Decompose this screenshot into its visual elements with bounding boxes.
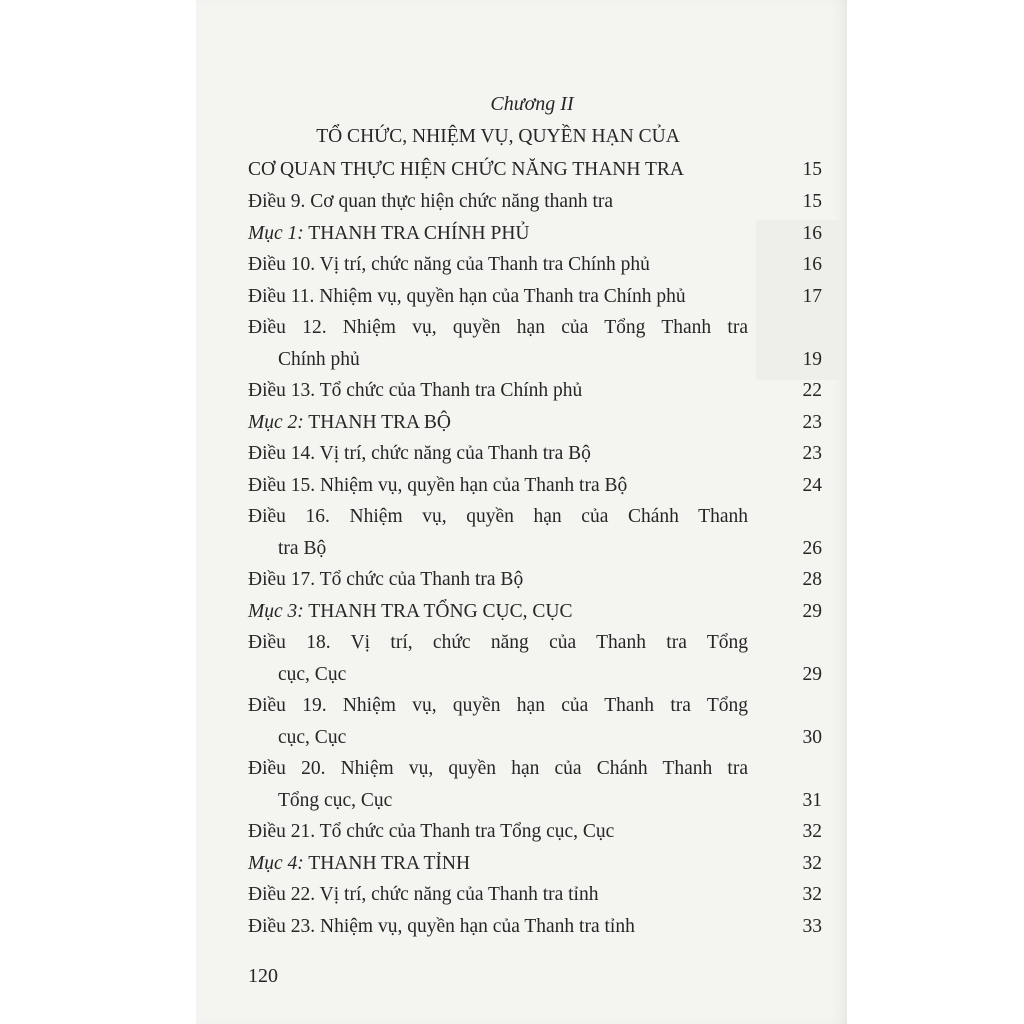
toc-entry-title <box>248 407 451 438</box>
page-number: 22 <box>802 380 822 401</box>
page-number: 29 <box>802 601 822 622</box>
toc-entry-title-continued: Tổng cục, Cục <box>278 790 393 811</box>
toc-entry-title <box>248 596 573 627</box>
toc-entry <box>248 564 822 595</box>
toc-entry-title: Điều 18. Vị trí, chức năng của Thanh tra Tổng <box>248 632 748 653</box>
toc-entry <box>248 848 822 879</box>
toc-entry-title: Điều 9. Cơ quan thực hiện chức năng thanh tra <box>248 191 614 212</box>
toc-entry-continuation <box>248 344 822 375</box>
page-number: 16 <box>802 223 822 244</box>
section-label: Mục 1: <box>248 223 304 244</box>
toc-entry-title: Điều 23. Nhiệm vụ, quyền hạn của Thanh tra tỉnh <box>248 916 635 937</box>
page-number: 16 <box>802 254 822 275</box>
toc-entry-continuation <box>248 659 822 690</box>
page-number: 15 <box>802 191 822 212</box>
toc-entry-title: Điều 12. Nhiệm vụ, quyền hạn của Tổng Thanh tra <box>248 317 748 338</box>
toc-entry <box>248 218 822 249</box>
toc-entry <box>248 501 822 532</box>
page-number: 32 <box>802 853 822 874</box>
toc-entry-continuation <box>248 722 822 753</box>
toc-entry-title: Điều 11. Nhiệm vụ, quyền hạn của Thanh tra Chính phủ <box>248 286 686 307</box>
toc-entry-title-continued: cục, Cục <box>278 664 347 685</box>
toc-entry-continuation <box>248 785 822 816</box>
page-number: 15 <box>802 159 822 180</box>
page-number: 30 <box>802 727 822 748</box>
toc-entry <box>248 312 822 343</box>
toc-entry-title: Điều 13. Tổ chức của Thanh tra Chính phủ <box>248 380 583 401</box>
page-number: 32 <box>802 884 822 905</box>
section-label: Mục 4: <box>248 853 304 874</box>
toc-entry <box>248 186 822 217</box>
page-number: 26 <box>802 538 822 559</box>
toc-entry-title: Điều 16. Nhiệm vụ, quyền hạn của Chánh Thanh <box>248 506 748 527</box>
toc-entry-title: Điều 22. Vị trí, chức năng của Thanh tra tỉnh <box>248 884 599 905</box>
toc-entry <box>248 596 822 627</box>
page-number: 24 <box>802 475 822 496</box>
toc-entry <box>248 281 822 312</box>
toc-entry <box>248 470 822 501</box>
toc-entry-title: Điều 17. Tổ chức của Thanh tra Bộ <box>248 569 524 590</box>
page-number: 23 <box>802 412 822 433</box>
chapter-title-text: TỔ CHỨC, NHIỆM VỤ, QUYỀN HẠN CỦA <box>316 126 680 147</box>
toc-entry-title: Điều 15. Nhiệm vụ, quyền hạn của Thanh tra Bộ <box>248 475 628 496</box>
toc-entry-title-continued: tra Bộ <box>278 538 327 559</box>
chapter-title-text: CƠ QUAN THỰC HIỆN CHỨC NĂNG THANH TRA <box>248 159 684 180</box>
toc-entry-title: Điều 14. Vị trí, chức năng của Thanh tra Bộ <box>248 443 591 464</box>
section-label: Mục 3: <box>248 601 304 622</box>
toc-entry-title: Điều 10. Vị trí, chức năng của Thanh tra Chính phủ <box>248 254 650 275</box>
toc-entry <box>248 879 822 910</box>
section-title: THANH TRA CHÍNH PHỦ <box>303 223 530 244</box>
chapter-label: Chương II <box>490 93 574 115</box>
section-title: THANH TRA TỈNH <box>303 853 471 874</box>
toc-entry-title <box>248 848 470 879</box>
page-number: 32 <box>802 821 822 842</box>
folio-page-number: 120 <box>248 965 278 987</box>
chapter-title-line-2 <box>248 154 822 185</box>
toc-entry-title <box>248 218 530 249</box>
toc-entry <box>248 690 822 721</box>
toc-entry-title: Điều 21. Tổ chức của Thanh tra Tổng cục, Cục <box>248 821 615 842</box>
toc-entry-title-continued: Chính phủ <box>278 349 360 370</box>
page-number: 29 <box>802 664 822 685</box>
page-number: 33 <box>802 916 822 937</box>
toc-entry <box>248 249 822 280</box>
section-label: Mục 2: <box>248 412 304 433</box>
toc-entry <box>248 375 822 406</box>
toc-entry <box>248 407 822 438</box>
section-title: THANH TRA BỘ <box>303 412 451 433</box>
page-number: 19 <box>802 349 822 370</box>
toc-entry <box>248 816 822 847</box>
toc-entry-title: Điều 19. Nhiệm vụ, quyền hạn của Thanh tra Tổng <box>248 695 748 716</box>
toc-entry <box>248 627 822 658</box>
toc-entry-title-continued: cục, Cục <box>278 727 347 748</box>
chapter-title-line-1 <box>248 121 822 152</box>
toc-entry <box>248 753 822 784</box>
page-number: 28 <box>802 569 822 590</box>
page-number: 31 <box>802 790 822 811</box>
section-title: THANH TRA TỔNG CỤC, CỤC <box>303 601 573 622</box>
page-number: 23 <box>802 443 822 464</box>
toc-entry <box>248 438 822 469</box>
toc-entry-continuation <box>248 533 822 564</box>
page-number: 17 <box>802 286 822 307</box>
toc-entry <box>248 911 822 942</box>
toc-entry-title: Điều 20. Nhiệm vụ, quyền hạn của Chánh Thanh tra <box>248 758 748 779</box>
